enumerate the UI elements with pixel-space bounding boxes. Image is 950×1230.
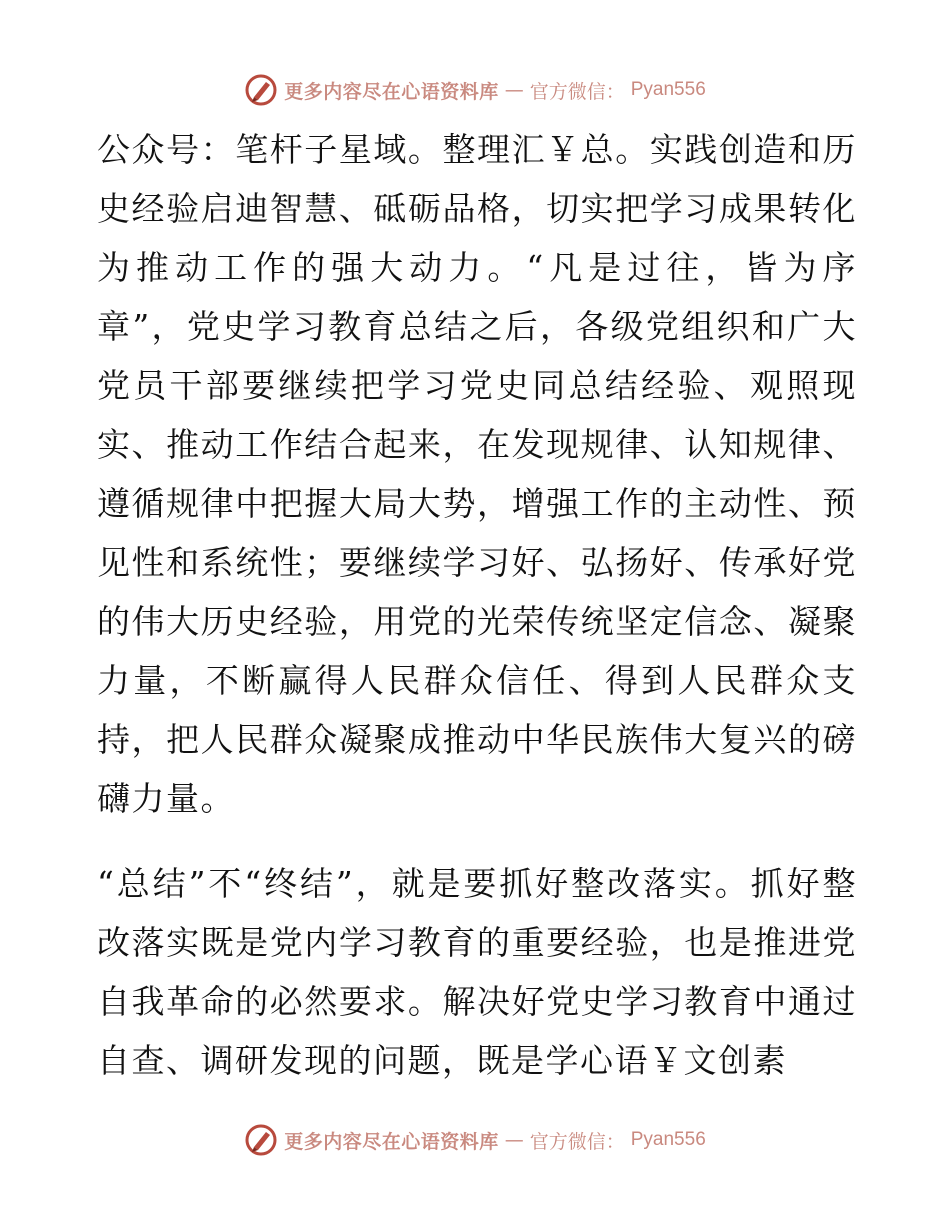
paragraph-2: “总结”不“终结”，就是要抓好整改落实。抓好整改落实既是党内学习教育的重要经验，也是推进党自我革命的必然要求。解决好党史学习教育中通过自查、调研发现的问题，既是学心语￥文创素: [97, 864, 857, 1080]
header-brand-text: 更多内容尽在心语资料库: [284, 80, 499, 103]
header-separator: —: [504, 79, 524, 101]
pen-circle-logo-icon: [244, 1123, 278, 1157]
footer-wechat-label: 官方微信：: [529, 1130, 625, 1153]
footer-banner: [0, 1120, 950, 1160]
header-wechat-id: Pyan556: [630, 79, 706, 100]
paragraph-1: 公众号：笔杆子星域。整理汇￥总。实践创造和历史经验启迪智慧、砥砺品格，切实把学习成果转化为推动工作的强大动力。“凡是过往，皆为序章”，党史学习教育总结之后，各级党组织和广大党员干部要继续把学习党史同总结经验、观照现实、推动工作结合起来，在发现规律、认知规律、遵循规律中把握大局大势，增强工作的主动性、预见性和系统性；要继续学习好、弘扬好、传承好党的伟大历史经验，用党的光荣传统坚定信念、凝聚力量，不断赢得人民群众信任、得到人民群众支持，把人民群众凝聚成推动中华民族伟大复兴的磅礴力量。: [97, 130, 857, 818]
footer-brand-text: 更多内容尽在心语资料库: [284, 1130, 499, 1153]
footer-wechat-id: Pyan556: [630, 1129, 706, 1150]
footer-separator: —: [504, 1129, 524, 1151]
document-body: [97, 120, 857, 1090]
header-banner: [0, 70, 950, 110]
header-wechat-label: 官方微信：: [529, 80, 625, 103]
pen-circle-logo-icon: [244, 73, 278, 107]
